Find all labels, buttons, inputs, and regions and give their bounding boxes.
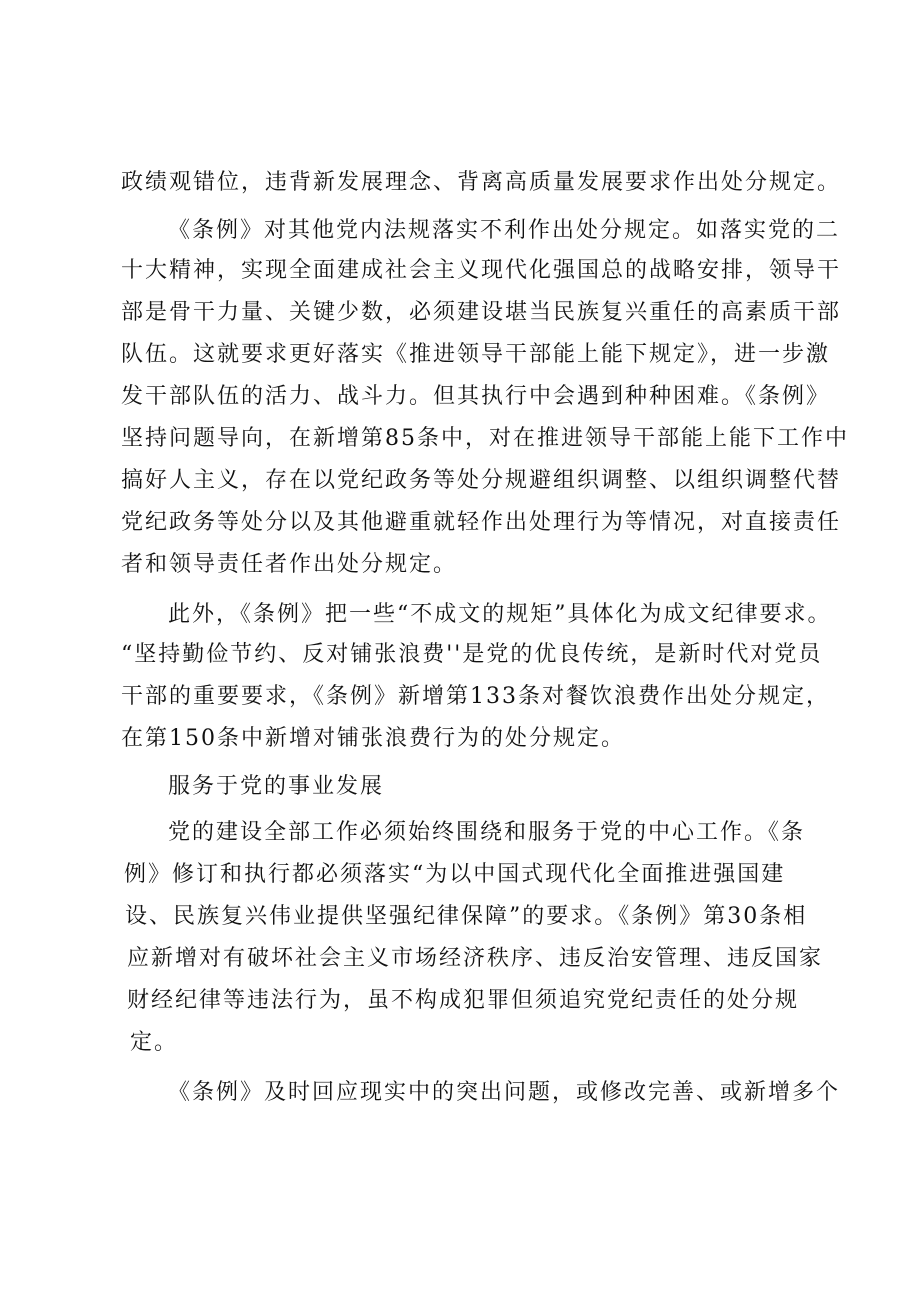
text-line-5: 队伍。这就要求更好落实《推进领导干部能上能下规定》，进一步激 xyxy=(121,342,831,367)
section-heading: 服务于党的事业发展 xyxy=(168,774,385,799)
text-line-2: 《条例》对其他党内法规落实不利作出处分规定。如落实党的二 xyxy=(168,218,841,243)
text-line-4: 部是骨干力量、关键少数，必须建设堪当民族复兴重任的高素质干部 xyxy=(121,300,842,325)
text-line-19: 应新增对有破坏社会主义市场经济秩序、违反治安管理、违反国家 xyxy=(127,946,824,971)
text-line-3: 十大精神，实现全面建成社会主义现代化强国总的战略安排，领导干 xyxy=(121,258,842,283)
text-line-9: 党纪政务等处分以及其他避重就轻作出处理行为等情况，对直接责任 xyxy=(121,510,842,535)
text-line-7: 坚持问题导向，在新增第85条中，对在推进领导干部能上能下工作中 xyxy=(121,426,849,451)
text-line-14: 在第150条中新增对铺张浪费行为的处分规定。 xyxy=(121,726,625,751)
text-line-11: 此外，《条例》把一些“不成文的规矩”具体化为成文纪律要求。 xyxy=(168,602,832,627)
text-line-13: 干部的重要要求，《条例》新增第133条对餐饮浪费作出处分规定， xyxy=(121,684,830,709)
text-line-17: 例》修订和执行都必须落实“为以中国式现代化全面推进强国建 xyxy=(124,862,786,887)
text-line-21: 定。 xyxy=(130,1030,179,1055)
text-line-1: 政绩观错位，违背新发展理念、背离高质量发展要求作出处分规定。 xyxy=(121,170,842,195)
text-line-8: 搞好人主义，存在以党纪政务等处分规避组织调整、以组织调整代替 xyxy=(121,468,842,493)
text-line-16: 党的建设全部工作必须始终围绕和服务于党的中心工作。《条 xyxy=(168,820,806,845)
text-line-12: “坚持勤俭节约、反对铺张浪费''是党的优良传统，是新时代对党员 xyxy=(121,642,823,667)
text-line-6: 发干部队伍的活力、战斗力。但其执行中会遇到种种困难。《条例》 xyxy=(121,384,831,409)
text-line-18: 设、民族复兴伟业提供坚强纪律保障”的要求。《条例》第30条相 xyxy=(125,904,808,929)
text-line-22: 《条例》及时回应现实中的突出问题，或修改完善、或新增多个 xyxy=(168,1080,841,1105)
text-line-10: 者和领导责任者作出处分规定。 xyxy=(121,552,458,577)
text-line-20: 财经纪律等违法行为，虽不构成犯罪但须追究党纪责任的处分规 xyxy=(127,988,800,1013)
